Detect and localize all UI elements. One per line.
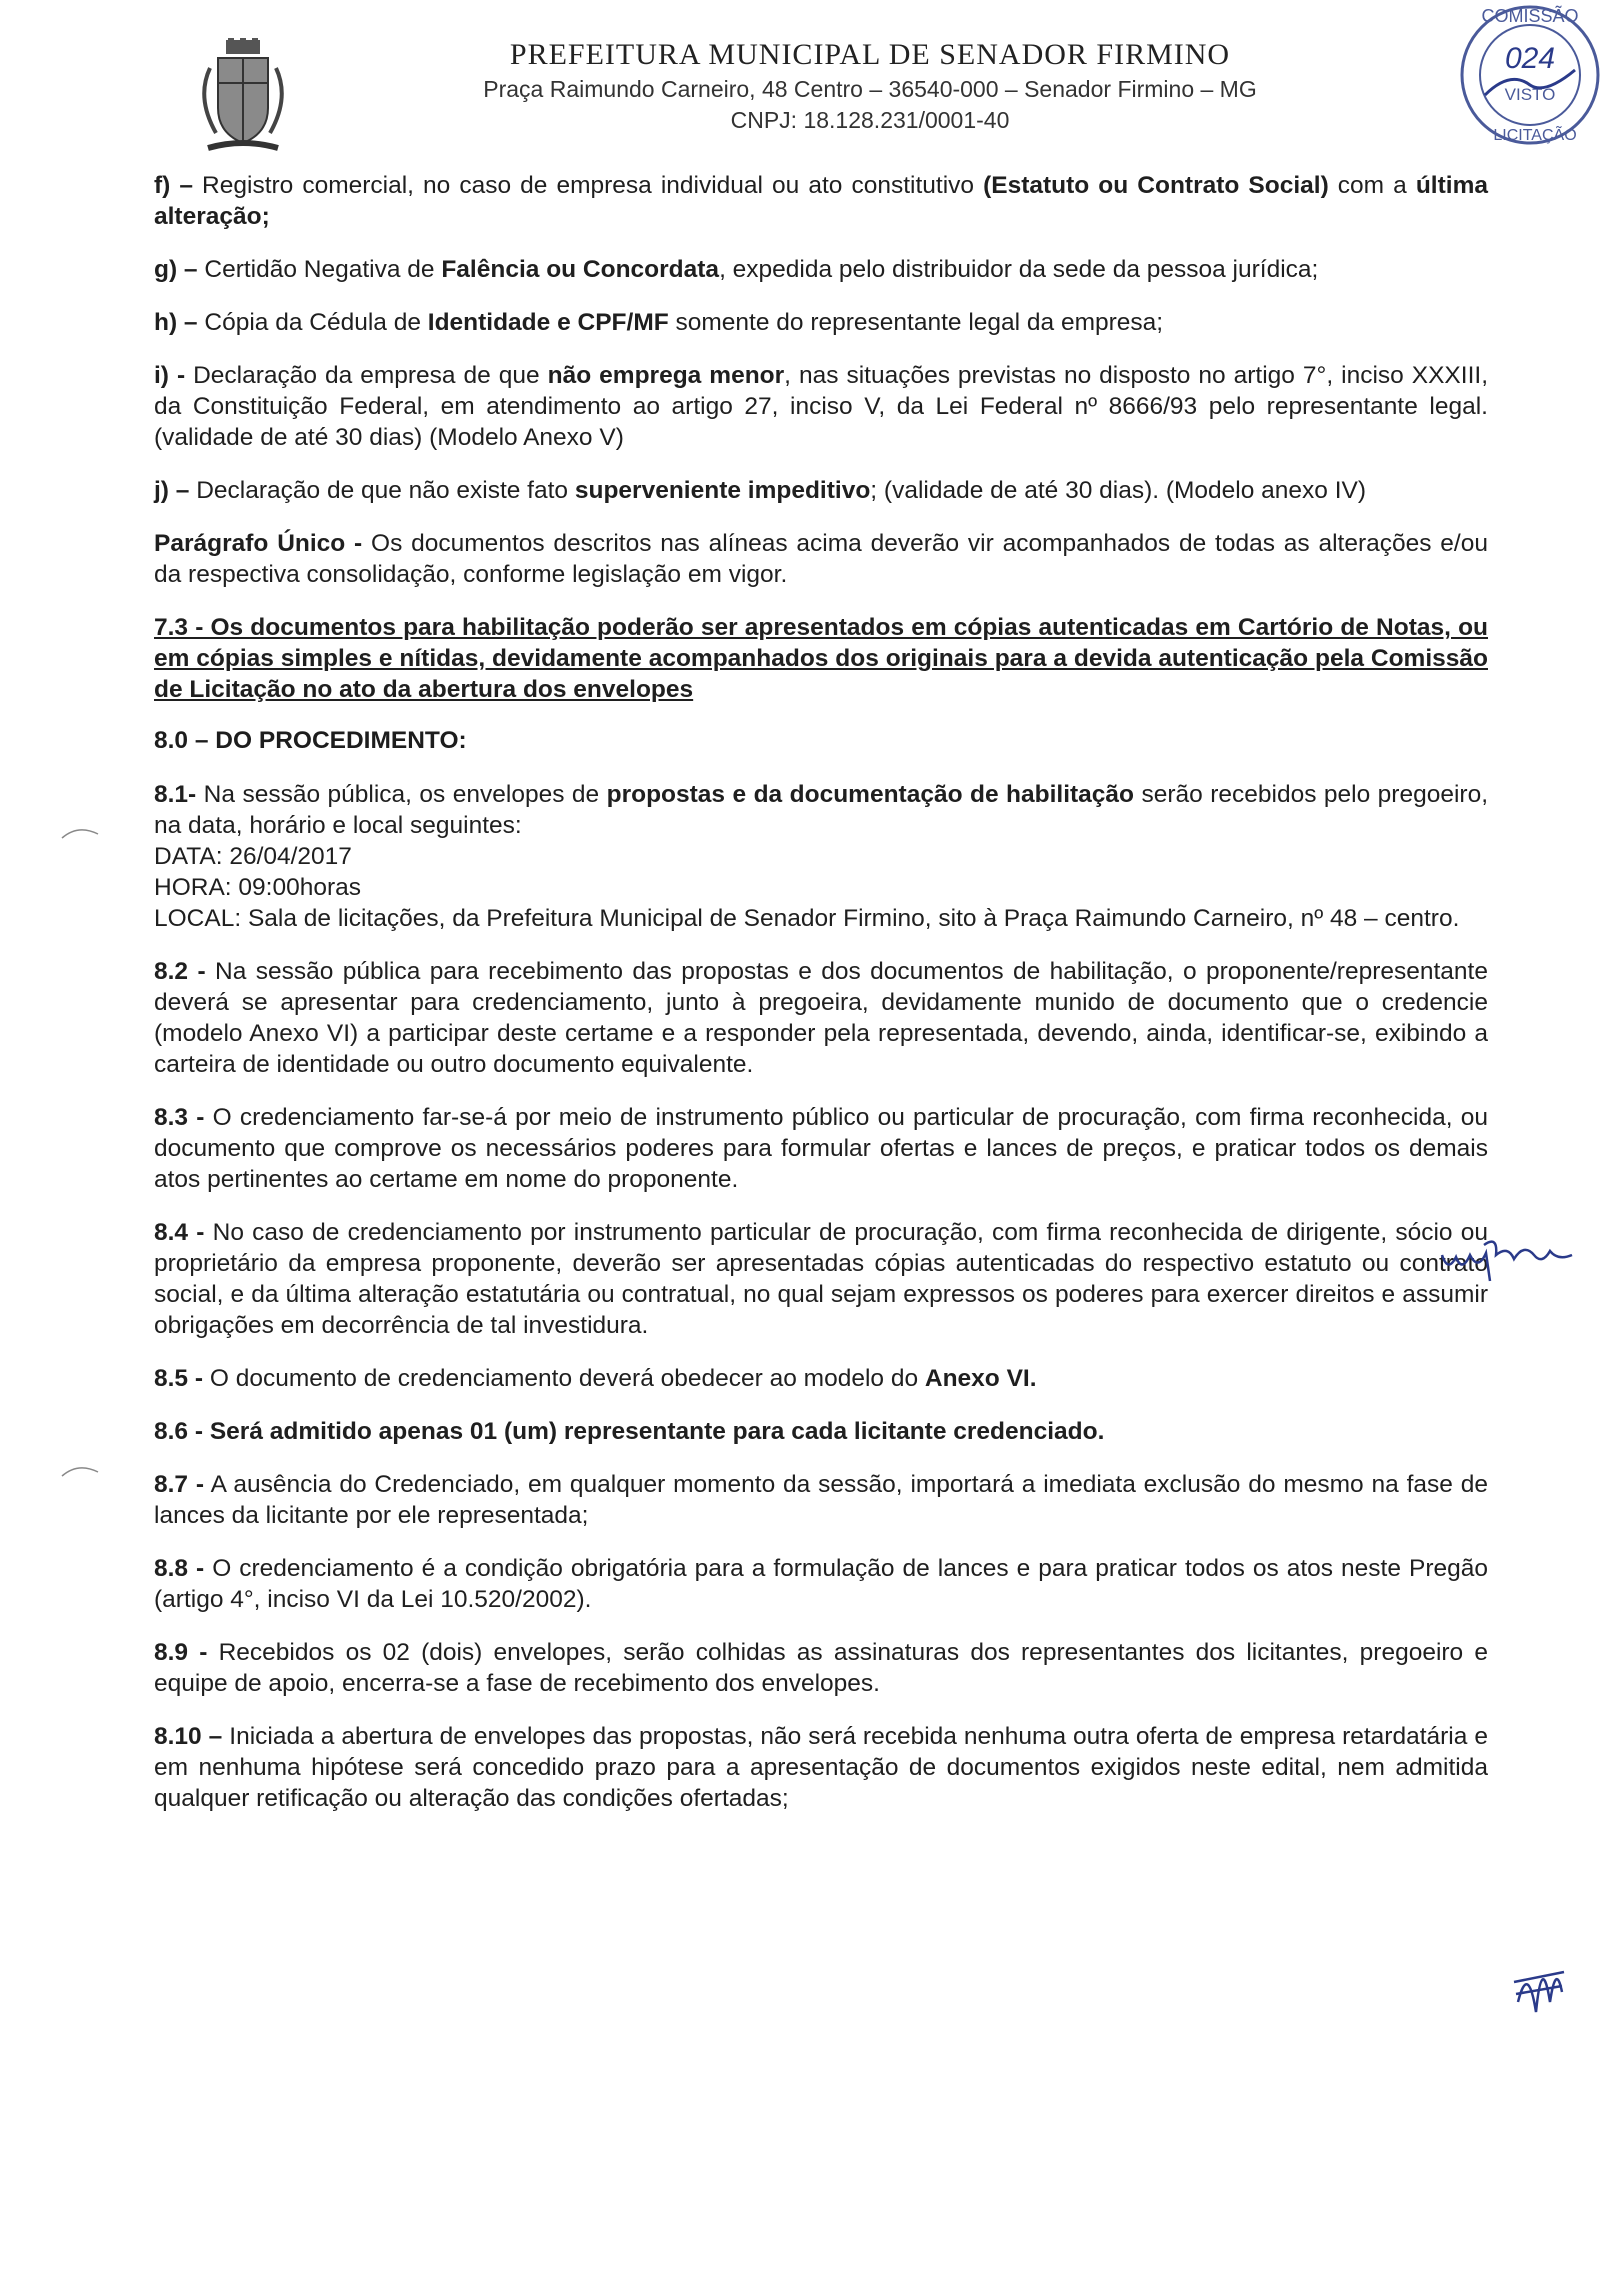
stamp-visto: VISTO <box>1504 85 1556 104</box>
item-8-5: 8.5 - O documento de credenciamento deverá obedecer ao modelo do Anexo VI. <box>154 1365 1037 1392</box>
section-8-heading: 8.0 – DO PROCEDIMENTO: <box>154 727 467 754</box>
commission-stamp <box>1435 0 1600 150</box>
paragrafo-unico: Parágrafo Único - Os documentos descritos nas alíneas acima deverão vir acompanhados de todas as alterações e/ou da respectiva consolidação, conforme legislação em vigor. <box>154 530 1488 588</box>
stamp-bottom-text: LICITAÇÃO <box>1493 127 1577 144</box>
item-8-1: 8.1- Na sessão pública, os envelopes de propostas e da documentação de habilitação serão recebidos pelo pregoeiro, na data, horário e local seguintes: DATA: 26/04/2017 HORA: 09:00horas LOCAL: Sala de licitações, da Prefeitura Municipal de Senador Firmino, sito à Praça Raimundo Carneiro, nº 48 – centro. <box>154 781 1489 932</box>
item-g: g) – Certidão Negativa de Falência ou Concordata, expedida pelo distribuidor da sede da pessoa jurídica; <box>154 256 1319 283</box>
margin-mark-icon <box>60 1460 100 1480</box>
item-8-3: 8.3 - O credenciamento far-se-á por meio de instrumento público ou particular de procuração, com firma reconhecida, ou documento que comprove os necessários poderes para formular ofertas e lances de preços, e praticar todos os demais atos pertinentes ao certame em nome do proponente. <box>154 1104 1488 1193</box>
handwritten-initials <box>1508 1942 1568 2042</box>
stamp-top-text: COMISSÃO <box>1481 6 1579 26</box>
item-i: i) - Declaração da empresa de que não emprega menor, nas situações previstas no disposto no artigo 7°, inciso XXXIII, da Constituição Federal, em atendimento ao artigo 27, inciso V, da Lei Federal nº 8666/93 pelo representante legal. (validade de até 30 dias) (Modelo Anexo V) <box>154 362 1489 451</box>
stamp-number: 024 <box>1504 42 1556 75</box>
item-8-10: 8.10 – Iniciada a abertura de envelopes das propostas, não será recebida nenhuma outra oferta de empresa retardatária e em nenhuma hipótese será concedido prazo para a apresentação de documentos exigidos neste edital, nem admitida qualquer retificação ou alteração das condições ofertadas; <box>154 1723 1488 1812</box>
item-j: j) – Declaração de que não existe fato superveniente impeditivo; (validade de até 30 dias). (Modelo anexo IV) <box>154 477 1367 504</box>
session-time: HORA: 09:00horas <box>154 874 361 901</box>
municipality-cnpj: CNPJ: 18.128.231/0001-40 <box>730 107 1010 133</box>
item-8-9: 8.9 - Recebidos os 02 (dois) envelopes, serão colhidas as assinaturas dos representantes dos licitantes, pregoeiro e equipe de apoio, encerra-se a fase de recebimento dos envelopes. <box>154 1639 1489 1697</box>
municipality-address: Praça Raimundo Carneiro, 48 Centro – 36540-000 – Senador Firmino – MG <box>483 76 1257 102</box>
item-8-4: 8.4 - No caso de credenciamento por instrumento particular de procuração, com firma reconhecida de dirigente, sócio ou proprietário da empresa proponente, deverão ser apresentadas cópias autenticadas do respectivo estatuto ou contrato social, e da última alteração estatutária ou contratual, no qual sejam expressos os poderes para exercer direitos e assumir obrigações em decorrência de tal investidura. <box>154 1219 1488 1339</box>
item-f: f) – Registro comercial, no caso de empresa individual ou ato constitutivo (Estatuto ou Contrato Social) com a última alteração; <box>154 172 1488 230</box>
letterhead <box>180 18 1440 148</box>
margin-mark-icon <box>60 822 100 842</box>
session-date: DATA: 26/04/2017 <box>154 843 352 870</box>
coat-of-arms-icon <box>188 38 298 158</box>
item-8-7: 8.7 - A ausência do Credenciado, em qualquer momento da sessão, importará a imediata exclusão do mesmo na fase de lances da licitante por ele representada; <box>154 1471 1488 1529</box>
item-h: h) – Cópia da Cédula de Identidade e CPF/MF somente do representante legal da empresa; <box>154 309 1164 336</box>
municipality-title: PREFEITURA MUNICIPAL DE SENADOR FIRMINO <box>509 38 1231 71</box>
item-7-3: 7.3 - Os documentos para habilitação poderão ser apresentados em cópias autenticadas em Cartório de Notas, ou em cópias simples e nítidas, devidamente acompanhados dos originais para a devida autenticação pela Comissão de Licitação no ato da abertura dos envelopes <box>154 614 1488 703</box>
item-8-6: 8.6 - Será admitido apenas 01 (um) representante para cada licitante credenciado. <box>154 1418 1105 1445</box>
document-body <box>154 170 1488 1836</box>
item-8-2: 8.2 - Na sessão pública para recebimento das propostas e dos documentos de habilitação, o proponente/representante deverá se apresentar para credenciamento, junto à pregoeira, devidamente munido de documento que o credencie (modelo Anexo VI) a participar deste certame e a responder pela representada, devendo, ainda, identificar-se, exibindo a carteira de identidade ou outro documento equivalente. <box>154 958 1488 1078</box>
item-8-8: 8.8 - O credenciamento é a condição obrigatória para a formulação de lances e para praticar todos os atos neste Pregão (artigo 4°, inciso VI da Lei 10.520/2002). <box>154 1555 1488 1613</box>
handwritten-signature <box>1438 1225 1578 1285</box>
session-location: LOCAL: Sala de licitações, da Prefeitura Municipal de Senador Firmino, sito à Praça Raimundo Carneiro, nº 48 – centro. <box>154 905 1460 932</box>
